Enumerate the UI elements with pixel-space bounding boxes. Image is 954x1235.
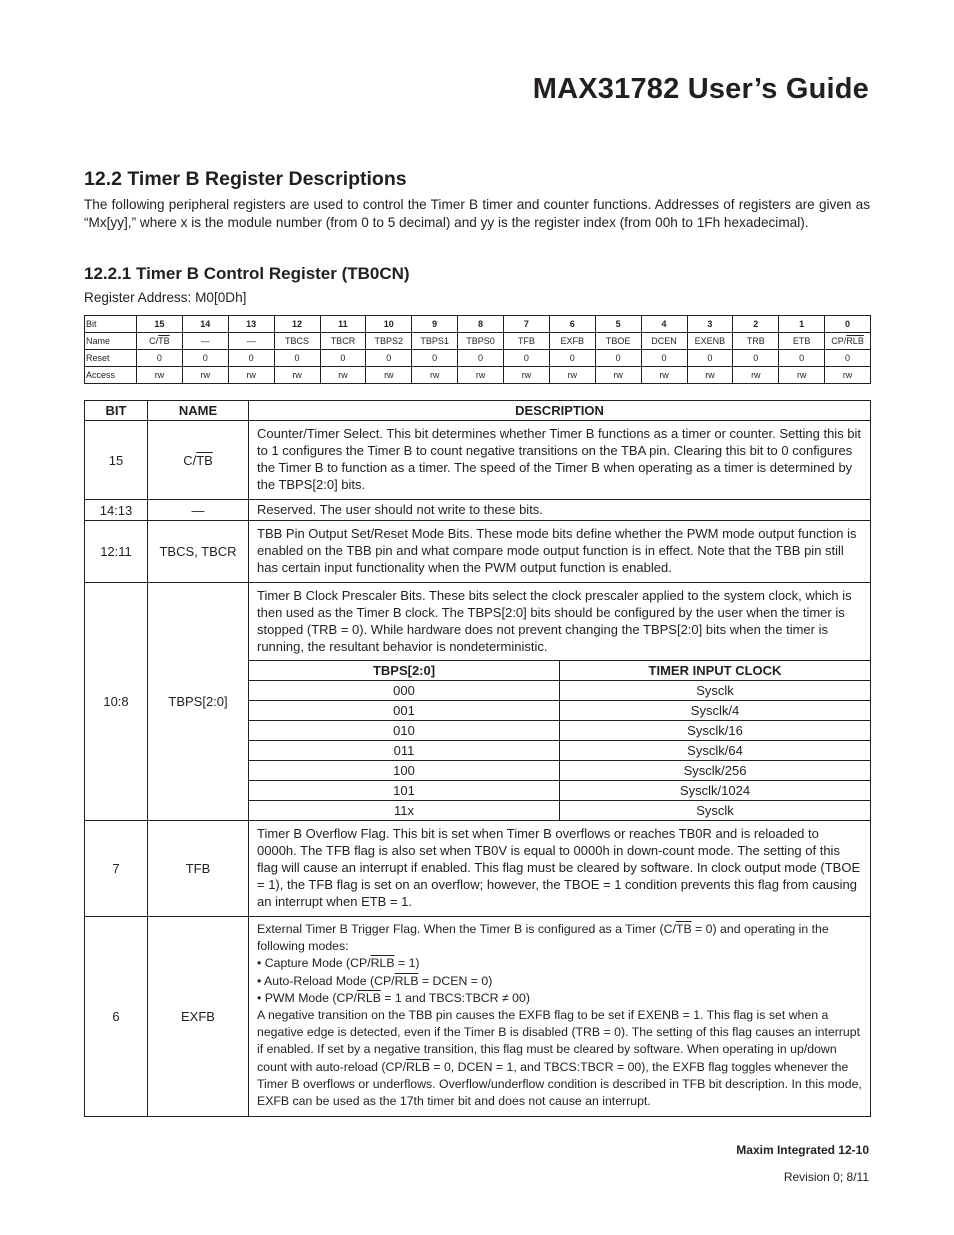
bitmap-access-cell: rw — [412, 367, 458, 384]
row-name: EXFB — [148, 917, 249, 1117]
row-bit: 7 — [85, 821, 148, 917]
prescaler-table — [249, 660, 870, 820]
bitmap-reset-cell: 0 — [228, 350, 274, 367]
exfb-mode-auto-reload: • Auto-Reload Mode ($CP/\overline{RLB}$ = DCEN = 0) — [257, 973, 493, 988]
prescaler-clock-cell: Sysclk/64 — [560, 741, 871, 761]
prescaler-row — [249, 801, 870, 821]
exfb-mode-pwm: • PWM Mode ($CP/\overline{RLB} = 1$ and TBCS:TBCR ≠ 00) — [257, 990, 530, 1005]
bitmap-name-cell: TRB — [733, 333, 779, 350]
bitmap-bit-cell: 2 — [733, 316, 779, 333]
row-description: Reserved. The user should not write to these bits. — [249, 500, 871, 521]
bitmap-reset-cell: 0 — [595, 350, 641, 367]
desc-row-bit-12-11 — [85, 521, 871, 583]
bitmap-row-access — [85, 367, 871, 384]
prescaler-header-row — [249, 661, 870, 681]
exfb-mode-capture: • Capture Mode $(CP/\overline{RLB} = 1)$ — [257, 956, 420, 971]
row-bit: 15 — [85, 421, 148, 500]
bitmap-access-cell: rw — [458, 367, 504, 384]
prescaler-clock-cell: Sysclk/16 — [560, 721, 871, 741]
bitmap-access-cell: rw — [595, 367, 641, 384]
bitmap-label-reset: Reset — [85, 350, 137, 367]
prescaler-code-cell: 010 — [249, 721, 560, 741]
bitmap-bit-cell: 11 — [320, 316, 366, 333]
bitmap-reset-cell: 0 — [366, 350, 412, 367]
prescaler-code-cell: 100 — [249, 761, 560, 781]
desc-row-bit-15 — [85, 421, 871, 500]
prescaler-row — [249, 761, 870, 781]
bitmap-name-cell: TBOE — [595, 333, 641, 350]
bitmap-access-cell: rw — [779, 367, 825, 384]
bitmap-access-cell: rw — [182, 367, 228, 384]
bitmap-name-cell: EXENB — [687, 333, 733, 350]
bitmap-name-cell: $C/\overline{TB}$ — [137, 333, 183, 350]
bitmap-bit-cell: 15 — [137, 316, 183, 333]
prescaler-clock-cell: Sysclk — [560, 801, 871, 821]
register-address: Register Address: M0[0Dh] — [84, 290, 247, 305]
prescaler-header-clock: TIMER INPUT CLOCK — [560, 661, 871, 681]
bitmap-bit-cell: 12 — [274, 316, 320, 333]
bitmap-name-cell: TBPS0 — [458, 333, 504, 350]
bitmap-label-bit: Bit — [85, 316, 137, 333]
bitmap-name-cell: TBPS2 — [366, 333, 412, 350]
prescaler-code-cell: 001 — [249, 701, 560, 721]
header-description: DESCRIPTION — [249, 401, 871, 421]
bit-description-table — [84, 400, 871, 1117]
bitmap-name-cell: TBPS1 — [412, 333, 458, 350]
row-name: TBCS, TBCR — [148, 521, 249, 583]
bitmap-reset-cell: 0 — [274, 350, 320, 367]
bitmap-reset-cell: 0 — [504, 350, 550, 367]
bitmap-bit-cell: 1 — [779, 316, 825, 333]
footer-company-page: Maxim Integrated 12-10 — [736, 1143, 869, 1157]
prescaler-header-tbps: TBPS[2:0] — [249, 661, 560, 681]
row-name — [148, 421, 249, 500]
prescaler-row — [249, 741, 870, 761]
row-bit: 10:8 — [85, 583, 148, 821]
bitmap-access-cell: rw — [366, 367, 412, 384]
bitmap-name-cell: TFB — [504, 333, 550, 350]
bitmap-name-cell: — — [228, 333, 274, 350]
bitmap-reset-cell: 0 — [687, 350, 733, 367]
prescaler-row — [249, 701, 870, 721]
bitmap-bit-cell: 6 — [549, 316, 595, 333]
bitmap-bit-cell: 7 — [504, 316, 550, 333]
bitmap-access-cell: rw — [549, 367, 595, 384]
bitmap-bit-cell: 10 — [366, 316, 412, 333]
prescaler-code-cell: 011 — [249, 741, 560, 761]
prescaler-code-cell: 101 — [249, 781, 560, 801]
bitmap-label-name: Name — [85, 333, 137, 350]
bitmap-name-cell: $CP/\overline{RLB}$ — [825, 333, 871, 350]
bitmap-name-cell: EXFB — [549, 333, 595, 350]
prescaler-clock-cell: Sysclk/1024 — [560, 781, 871, 801]
bitmap-name-cell: ETB — [779, 333, 825, 350]
bitmap-reset-cell: 0 — [641, 350, 687, 367]
bitmap-access-cell: rw — [687, 367, 733, 384]
bitmap-bit-cell: 9 — [412, 316, 458, 333]
bitmap-name-cell: TBCR — [320, 333, 366, 350]
desc-header-row — [85, 401, 871, 421]
prescaler-row — [249, 681, 870, 701]
header-name: NAME — [148, 401, 249, 421]
bitmap-reset-cell: 0 — [825, 350, 871, 367]
bitmap-row-bit — [85, 316, 871, 333]
prescaler-clock-cell: Sysclk — [560, 681, 871, 701]
bitmap-access-cell: rw — [641, 367, 687, 384]
document-title: MAX31782 User’s Guide — [532, 73, 869, 105]
bitmap-access-cell: rw — [228, 367, 274, 384]
bitmap-bit-cell: 8 — [458, 316, 504, 333]
bitmap-access-cell: rw — [137, 367, 183, 384]
bitmap-bit-cell: 13 — [228, 316, 274, 333]
bitmap-row-name — [85, 333, 871, 350]
bitmap-label-access: Access — [85, 367, 137, 384]
row-bit: 12:11 — [85, 521, 148, 583]
bitmap-access-cell: rw — [733, 367, 779, 384]
bitmap-bit-cell: 3 — [687, 316, 733, 333]
prescaler-row — [249, 781, 870, 801]
desc-row-bit-14-13 — [85, 500, 871, 521]
exfb-line: External Timer B Trigger Flag. When the Timer B is configured as a Timer $(C/\overline{TB} = 0)$ and operating in the following modes: — [257, 922, 829, 954]
bitmap-reset-cell: 0 — [549, 350, 595, 367]
row-bit: 6 — [85, 917, 148, 1117]
prescaler-code-cell: 11x — [249, 801, 560, 821]
bitmap-access-cell: rw — [825, 367, 871, 384]
section-title: 12.2 Timer B Register Descriptions — [84, 168, 407, 190]
bitmap-reset-cell: 0 — [779, 350, 825, 367]
row-description — [249, 583, 871, 821]
bitmap-access-cell: rw — [320, 367, 366, 384]
bitmap-name-cell: TBCS — [274, 333, 320, 350]
bitmap-reset-cell: 0 — [412, 350, 458, 367]
bitmap-reset-cell: 0 — [137, 350, 183, 367]
row-description-text: Timer B Clock Prescaler Bits. These bits select the clock prescaler applied to the system clock, which is then used as the Timer B clock. The TBPS[2:0] bits should be configured by the user when the timer is stopped (TRB = 0). While hardware does not prevent changing the TBPS[2:0] bits when the timer is running, the resultant behavior is nondeterministic. — [257, 588, 852, 654]
register-bitmap-table — [84, 315, 871, 384]
row-name: TFB — [148, 821, 249, 917]
subsection-title: 12.2.1 Timer B Control Register (TB0CN) — [84, 264, 410, 283]
bitmap-reset-cell: 0 — [182, 350, 228, 367]
exfb-line: A negative transition on the TBB pin causes the EXFB flag to be set if EXENB = 1. This flag is set when a negative edge is detected, even if the Timer B is disabled (TRB = 0). The setting of this flag causes an interrupt if enabled. If set by a negative transition, this flag must be cleared by software. When operating in up/down count with auto-reload ($CP/\overline{RLB} = 0$, DCEN = 1, and TBCS:TBCR = 00), the EXFB flag toggles whenever the Timer B overflows or underflows. Overflow/underflow condition is described in TFB bit description. In this mode, EXFB can be used as the 17th timer bit and does not cause an interrupt. — [257, 1008, 862, 1109]
bitmap-bit-cell: 5 — [595, 316, 641, 333]
desc-row-bit-10-8 — [85, 583, 871, 821]
prescaler-clock-cell: Sysclk/256 — [560, 761, 871, 781]
prescaler-code-cell: 000 — [249, 681, 560, 701]
row-description: TBB Pin Output Set/Reset Mode Bits. These mode bits define whether the PWM mode output function is enabled on the TBB pin and what compare mode output function is in effect. Note that the TBB pin still has certain input functionality when the PWM output function is enabled. — [249, 521, 871, 583]
row-description: Timer B Overflow Flag. This bit is set when Timer B overflows or reaches TB0R and is reloaded to 0000h. The TFB flag is also set when TB0V is equal to 0000h in down-count mode. The setting of this flag will cause an interrupt if enabled. This flag must be cleared by software. In clock output mode (TBOE = 1), the TFB flag is set on an overflow; however, the TBOE = 1 condition prevents this flag from causing an interrupt when ETB = 1. — [249, 821, 871, 917]
bitmap-access-cell: rw — [504, 367, 550, 384]
bitmap-bit-cell: 0 — [825, 316, 871, 333]
row-description — [249, 917, 871, 1117]
row-name: TBPS[2:0] — [148, 583, 249, 821]
bitmap-reset-cell: 0 — [320, 350, 366, 367]
bitmap-bit-cell: 14 — [182, 316, 228, 333]
name-overline-text: $\overline{TB}$ — [196, 452, 213, 468]
bitmap-name-cell: DCEN — [641, 333, 687, 350]
bitmap-reset-cell: 0 — [733, 350, 779, 367]
bitmap-name-cell: — — [182, 333, 228, 350]
desc-row-bit-7 — [85, 821, 871, 917]
intro-paragraph: The following peripheral registers are used to control the Timer B timer and counter functions. Addresses of registers are given as “Mx[yy],” where x is the module number (from 0 to 5 decimal) and yy is the register index (from 00h to 1Fh hexadecimal). — [84, 197, 870, 230]
footer-revision: Revision 0; 8/11 — [783, 1170, 869, 1184]
bitmap-bit-cell: 4 — [641, 316, 687, 333]
row-name: — — [148, 500, 249, 521]
row-bit: 14:13 — [85, 500, 148, 521]
bitmap-reset-cell: 0 — [458, 350, 504, 367]
prescaler-row — [249, 721, 870, 741]
header-bit: BIT — [85, 401, 148, 421]
bitmap-access-cell: rw — [274, 367, 320, 384]
desc-row-bit-6 — [85, 917, 871, 1117]
bitmap-row-reset — [85, 350, 871, 367]
prescaler-clock-cell: Sysclk/4 — [560, 701, 871, 721]
name-text: C/ — [183, 452, 197, 468]
row-description: Counter/Timer Select. This bit determines whether Timer B functions as a timer or counter. Setting this bit to 1 configures the Timer B to count negative transitions on the TBA pin. Clearing this bit to 0 configures the Timer B to function as a timer. The speed of the Timer B when operating as a timer is determined by the TBPS[2:0] bits. — [249, 421, 871, 500]
